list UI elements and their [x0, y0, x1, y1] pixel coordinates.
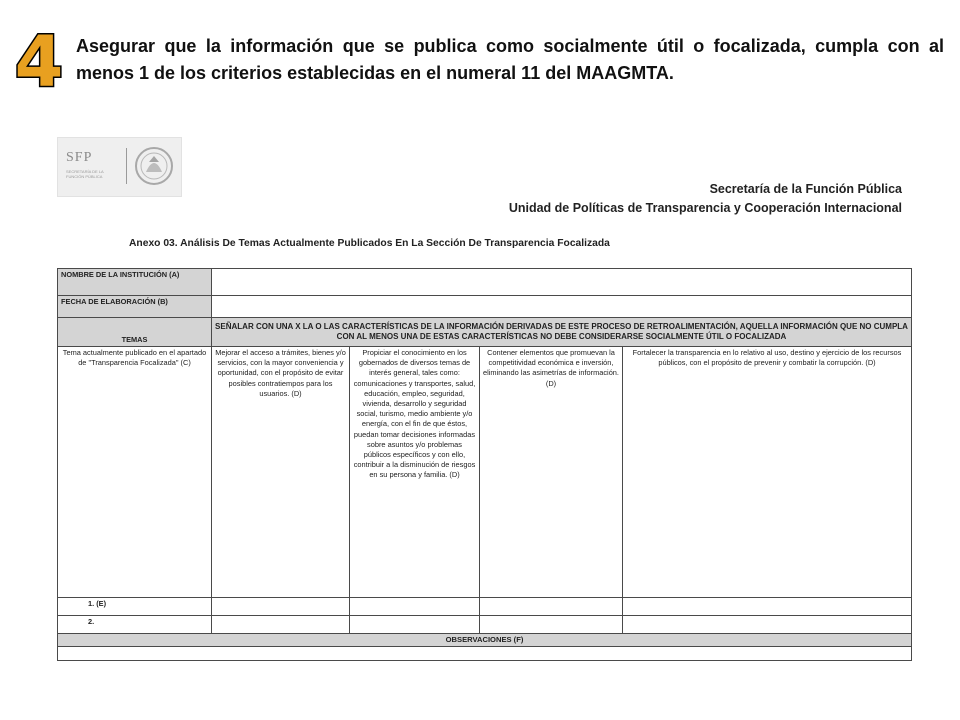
table-cell[interactable] — [350, 616, 480, 634]
date-label: FECHA DE ELABORACIÓN (B) — [58, 296, 212, 318]
table-row — [58, 616, 912, 634]
institution-field[interactable] — [212, 269, 912, 296]
observations-label: OBSERVACIONES (F) — [58, 634, 912, 647]
table-cell[interactable] — [212, 598, 350, 616]
criteria-header: SEÑALAR CON UNA X LA O LAS CARACTERÍSTICAS DE LA INFORMACIÓN DERIVADAS DE ESTE PROCESO DE RETROALIMENTACIÓN, AQUELLA INFORMACIÓN QUE NO CUMPLA CON AL MENOS UNA DE ESTAS CARACTERÍSTICAS NO DEBE CONSIDERARSE SOCIALMENTE ÚTIL O FOCALIZADA — [212, 318, 912, 347]
table-cell[interactable] — [480, 616, 623, 634]
org-name: Secretaría de la Función Pública — [709, 182, 902, 196]
slide-heading: Asegurar que la información que se publica como socialmente útil o focalizada, cumpla con al menos 1 de los criterios establecidas en el numeral 11 del MAAGMTA. — [76, 36, 944, 83]
table-cell[interactable] — [623, 616, 912, 634]
mexico-seal-icon — [134, 144, 174, 188]
table-cell[interactable] — [212, 616, 350, 634]
topics-header: TEMAS — [58, 318, 212, 347]
column-criterion-3: Contener elementos que promuevan la competitividad económica e inversión, eliminando las asimetrías de información. (D) — [480, 347, 623, 598]
logo-divider — [126, 148, 127, 184]
column-criterion-1: Mejorar el acceso a trámites, bienes y/o servicios, con la mayor conveniencia y oportunidad, con el propósito de evitar posibles contratiempos para los usuarios. (D) — [212, 347, 350, 598]
annex-form-table — [57, 268, 912, 661]
annex-title: Anexo 03. Análisis De Temas Actualmente Publicados En La Sección De Transparencia Focalizada — [129, 238, 610, 249]
table-row — [58, 598, 912, 616]
row-number: 1. (E) — [58, 598, 212, 616]
table-cell[interactable] — [480, 598, 623, 616]
slide-number: 4 — [14, 21, 64, 103]
column-topic-header: Tema actualmente publicado en el apartado de "Transparencia Focalizada" (C) — [58, 347, 212, 598]
logo-subtext: SECRETARÍA DE LA FUNCIÓN PÚBLICA — [66, 169, 104, 179]
logo-text: SFP — [66, 150, 93, 165]
column-criterion-2: Propiciar el conocimiento en los gobernados de diversos temas de interés general, tales como: comunicaciones y transportes, salud, educación, empleo, seguridad, vivienda, desarrollo y seguridad social, turismo, medio ambiente y/o energía, con el fin de que éstos, puedan tomar decisiones informadas sobre asuntos y/o problemas públicos específicos y con ello, contribuir a la disminución de riesgos en su persona y familia. (D) — [350, 347, 480, 598]
institution-label: NOMBRE DE LA INSTITUCIÓN (A) — [58, 269, 212, 296]
date-field[interactable] — [212, 296, 912, 318]
column-criterion-4: Fortalecer la transparencia en lo relativo al uso, destino y ejercicio de los recursos públicos, con el propósito de prevenir y combatir la corrupción. (D) — [623, 347, 912, 598]
unit-name: Unidad de Políticas de Transparencia y Cooperación Internacional — [508, 201, 902, 215]
table-cell[interactable] — [350, 598, 480, 616]
sfp-logo — [57, 137, 182, 197]
row-number: 2. — [58, 616, 212, 634]
table-cell[interactable] — [623, 598, 912, 616]
observations-field[interactable] — [58, 647, 912, 661]
